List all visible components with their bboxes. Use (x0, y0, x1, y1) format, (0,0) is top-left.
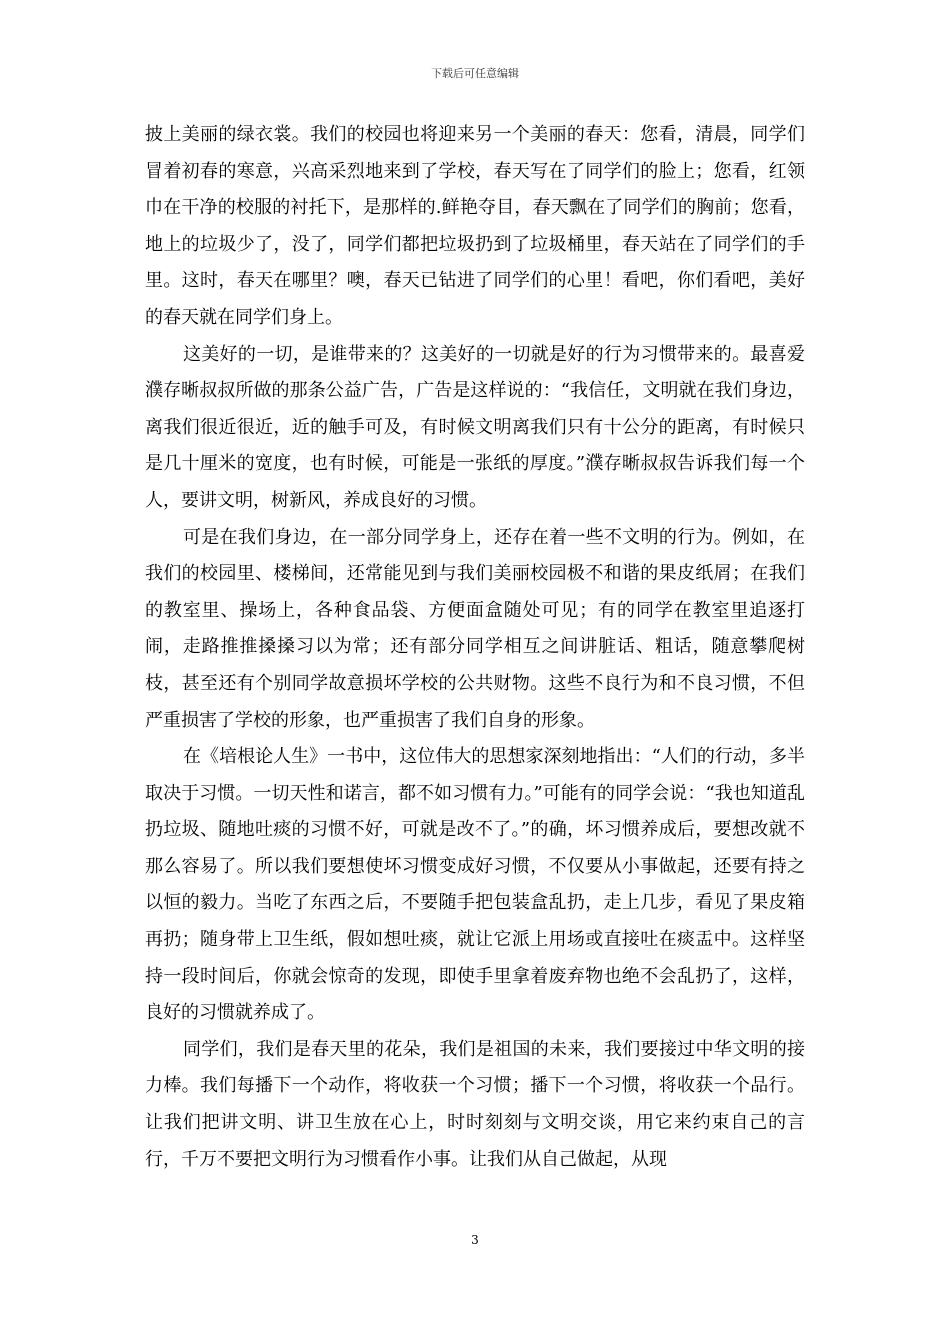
paragraph-5: 同学们，我们是春天里的花朵，我们是祖国的未来，我们要接过中华文明的接力棒。我们每播下一个动作，将收获一个习惯；播下一个习惯，将收获一个品行。让我们把讲文明、讲卫生放在心上，时时刻刻与文明交谈，用它来约束自己的言行，千万不要把文明行为习惯看作小事。让我们从自己做起，从现 (145, 1038, 805, 1170)
document-body (145, 117, 805, 1178)
page-number: 3 (471, 1233, 479, 1247)
paragraph-1: 披上美丽的绿衣裳。我们的校园也将迎来另一个美丽的春天：您看，清晨，同学们冒着初春的寒意，兴高采烈地来到了学校，春天写在了同学们的脸上；您看，红领巾在干净的校服的衬托下，是那样的.鲜艳夺目，春天飘在了同学们的胸前；您看，地上的垃圾少了，没了，同学们都把垃圾扔到了垃圾桶里，春天站在了同学们的手里。这时，春天在哪里？噢，春天已钻进了同学们的心里！看吧，你们看吧，美好的春天就在同学们身上。 (145, 124, 805, 328)
paragraph-2: 这美好的一切，是谁带来的？这美好的一切就是好的行为习惯带来的。最喜爱濮存晰叔叔所做的那条公益广告，广告是这样说的：“我信任，文明就在我们身边，离我们很近很近，近的触手可及，有时候文明离我们只有十公分的距离，有时候只是几十厘米的宽度，也有时候，可能是一张纸的厚度。”濮存晰叔叔告诉我们每一个人，要讲文明，树新风，养成良好的习惯。 (145, 343, 805, 511)
paragraph-4: 在《培根论人生》一书中，这位伟大的思想家深刻地指出：“人们的行动，多半取决于习惯。一切天性和诺言，都不如习惯有力。”可能有的同学会说：“我也知道乱扔垃圾、随地吐痰的习惯不好，可就是改不了。”的确，坏习惯养成后，要想改就不那么容易了。所以我们要想使坏习惯变成好习惯，不仅要从小事做起，还要有持之以恒的毅力。当吃了东西之后，不要随手把包装盒乱扔，走上几步，看见了果皮箱再扔；随身带上卫生纸，假如想吐痰，就让它派上用场或直接吐在痰盂中。这样坚持一段时间后，你就会惊奇的发现，即使手里拿着废弃物也绝不会乱扔了，这样，良好的习惯就养成了。 (145, 746, 805, 1024)
paragraph-3: 可是在我们身边，在一部分同学身上，还存在着一些不文明的行为。例如，在我们的校园里、楼梯间，还常能见到与我们美丽校园极不和谐的果皮纸屑；在我们的教室里、操场上，各种食品袋、方便面盒随处可见；有的同学在教室里追逐打闹，走路推推搡搡习以为常；还有部分同学相互之间讲脏话、粗话，随意攀爬树枝，甚至还有个别同学故意损坏学校的公共财物。这些不良行为和不良习惯，不但严重损害了学校的形象，也严重损害了我们自身的形象。 (145, 526, 805, 731)
page-header: 下载后可任意编辑 (431, 67, 519, 80)
